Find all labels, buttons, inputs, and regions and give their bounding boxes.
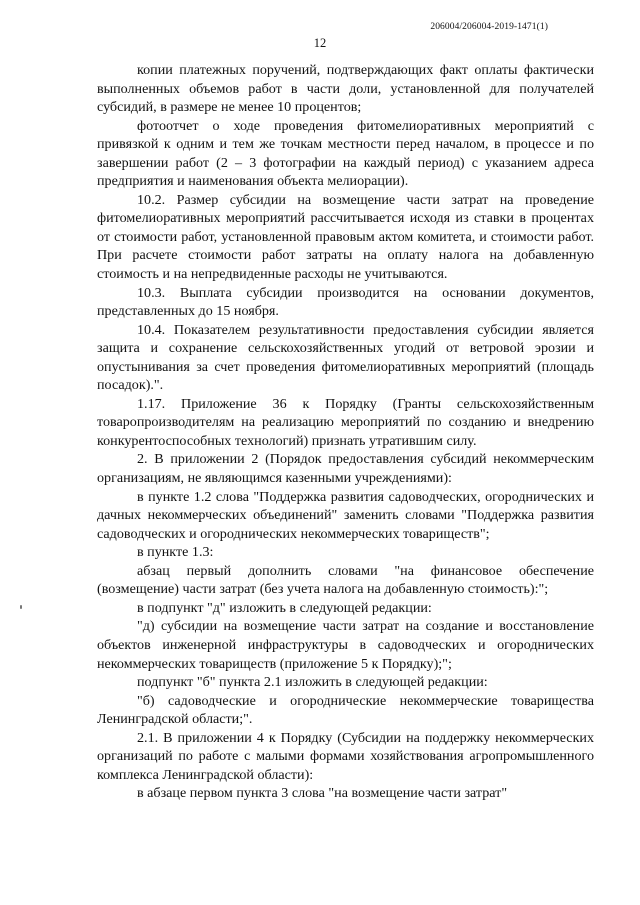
paragraph-subpoint-b-text: "б) садоводческие и огороднические некоммерческие товарищества Ленинградской области;". bbox=[97, 692, 594, 728]
paragraph-subpoint-b: подпункт "б" пункта 2.1 изложить в следующей редакции: bbox=[137, 674, 488, 691]
document-id: 206004/206004-2019-1471(1) bbox=[430, 22, 548, 32]
paragraph-subpoint-d: в подпункт "д" изложить в следующей редакции: bbox=[137, 599, 432, 616]
paragraph-payment-orders: копии платежных поручений, подтверждающих факт оплаты фактически выполненных объемов работ в части доли, установленной для получателей субсидий, в размере не менее 10 процентов; bbox=[97, 62, 594, 116]
page-number: 12 bbox=[313, 36, 327, 50]
paragraph-10-2: 10.2. Размер субсидии на возмещение части затрат на проведение фитомелиоративных мероприятий рассчитывается исходя из ставки в процентах от стоимости работ, установленной правовым актом комитета, и стоимости работ. При расчете стоимости работ затраты на оплату налога на добавленную стоимость и на непредвиденные расходы не учитываются. bbox=[97, 191, 594, 283]
paragraph-1-17: 1.17. Приложение 36 к Порядку (Гранты сельскохозяйственным товаропроизводителям на реализацию мероприятий по созданию и внедрению конкурентоспособных технологий) признать утратившим силу. bbox=[97, 395, 594, 449]
paragraph-2-1: 2.1. В приложении 4 к Порядку (Субсидии на поддержку некоммерческих организаций по работе с малыми формами хозяйствования агропромышленного комплекса Ленинградской области): bbox=[97, 729, 594, 783]
paragraph-10-4: 10.4. Показателем результативности предоставления субсидии является защита и сохранение сельскохозяйственных угодий от ветровой эрозии и опустынивания за счет проведения фитомелиоративных мероприятий (площадь посадок).". bbox=[97, 321, 594, 394]
paragraph-1-2-amendment: в пункте 1.2 слова "Поддержка развития садоводческих, огороднических и дачных некоммерческих объединений" заменить словами "Поддержка развития садоводческих и огороднических некоммерческих товариществ"; bbox=[97, 488, 594, 542]
document-body bbox=[97, 61, 594, 803]
paragraph-2: 2. В приложении 2 (Порядок предоставления субсидий некоммерческим организациям, не являющимся казенными учреждениями): bbox=[97, 451, 594, 487]
paragraph-point-3: в абзаце первом пункта 3 слова "на возмещение части затрат" bbox=[137, 785, 508, 802]
paragraph-1-3: в пункте 1.3: bbox=[137, 544, 214, 561]
paragraph-first-abzac: абзац первый дополнить словами "на финансовое обеспечение (возмещение) части затрат (без учета налога на добавленную стоимость):"; bbox=[97, 562, 594, 598]
paragraph-photo-report: фотоотчет о ходе проведения фитомелиоративных мероприятий с привязкой к одним и тем же точкам местности перед началом, в процессе и по завершении работ (2 – 3 фотографии на каждый период) с указанием адреса предприятия и наименования объекта мелиорации). bbox=[97, 117, 594, 190]
paragraph-10-3: 10.3. Выплата субсидии производится на основании документов, представленных до 15 ноября. bbox=[97, 284, 594, 320]
paragraph-subpoint-d-text: "д) субсидии на возмещение части затрат на создание и восстановление объектов инженерной инфраструктуры в садоводческих и огороднических некоммерческих товариществ (приложение 5 к Порядку);"; bbox=[97, 618, 594, 672]
scan-mark bbox=[20, 605, 22, 609]
